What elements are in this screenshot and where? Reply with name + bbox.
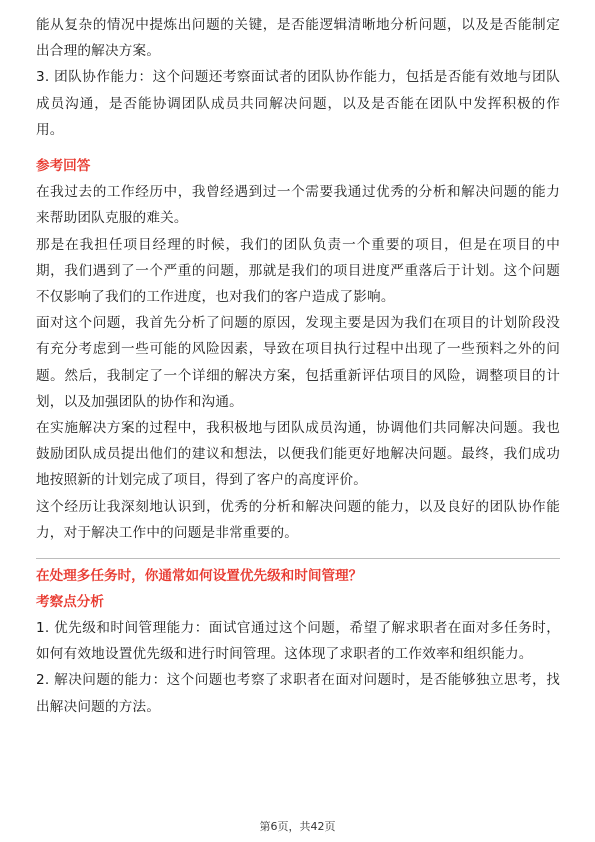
analysis-heading: 考察点分析 <box>36 594 104 611</box>
analysis-point-1: 1. 优先级和时间管理能力：面试官通过这个问题，希望了解求职者在面对多任务时，如何有效地设置优先级和进行时间管理。这体现了求职者的工作效率和组织能力。 <box>36 620 560 663</box>
answer-paragraph-5: 这个经历让我深刻地认识到，优秀的分析和解决问题的能力，以及良好的团队协作能力，对于解决工作中的问题是非常重要的。 <box>36 498 560 541</box>
reference-answer-heading: 参考回答 <box>36 158 91 175</box>
page-footer: 第6页，共42页 <box>259 820 336 833</box>
answer-paragraph-1: 在我过去的工作经历中，我曾经遇到过一个需要我通过优秀的分析和解决问题的能力来帮助团队克服的难关。 <box>36 184 560 227</box>
question-heading: 在处理多任务时，你通常如何设置优先级和时间管理？ <box>36 568 363 585</box>
answer-paragraph-2: 那是在我担任项目经理的时候，我们的团队负责一个重要的项目，但是在项目的中期，我们遇到了一个严重的问题，那就是我们的项目进度严重落后于计划。这个问题不仅影响了我们的工作进度，也对我们的客户造成了影响。 <box>36 236 560 306</box>
teamwork-point: 3. 团队协作能力：这个问题还考察面试者的团队协作能力，包括是否能有效地与团队成员沟通，是否能协调团队成员共同解决问题，以及是否能在团队中发挥积极的作用。 <box>36 69 560 138</box>
answer-paragraph-3: 面对这个问题，我首先分析了问题的原因，发现主要是因为我们在项目的计划阶段没有充分考虑到一些可能的风险因素，导致在项目执行过程中出现了一些预料之外的问题。然后，我制定了一个详细的解决方案，包括重新评估项目的风险，调整项目的计划，以及加强团队的协作和沟通。 <box>36 315 560 410</box>
analysis-point-2: 2. 解决问题的能力：这个问题也考察了求职者在面对问题时，是否能够独立思考，找出解决问题的方法。 <box>36 672 560 715</box>
section-divider <box>36 558 560 559</box>
answer-paragraph-4: 在实施解决方案的过程中，我积极地与团队成员沟通，协调他们共同解决问题。我也鼓励团队成员提出他们的建议和想法，以便我们能更好地解决问题。最终，我们成功地按照新的计划完成了项目，得到了客户的高度评价。 <box>36 420 560 489</box>
intro-tail-paragraph: 能从复杂的情况中提炼出问题的关键，是否能逻辑清晰地分析问题，以及是否能制定出合理的解决方案。 <box>36 17 560 60</box>
page-content <box>36 12 560 720</box>
